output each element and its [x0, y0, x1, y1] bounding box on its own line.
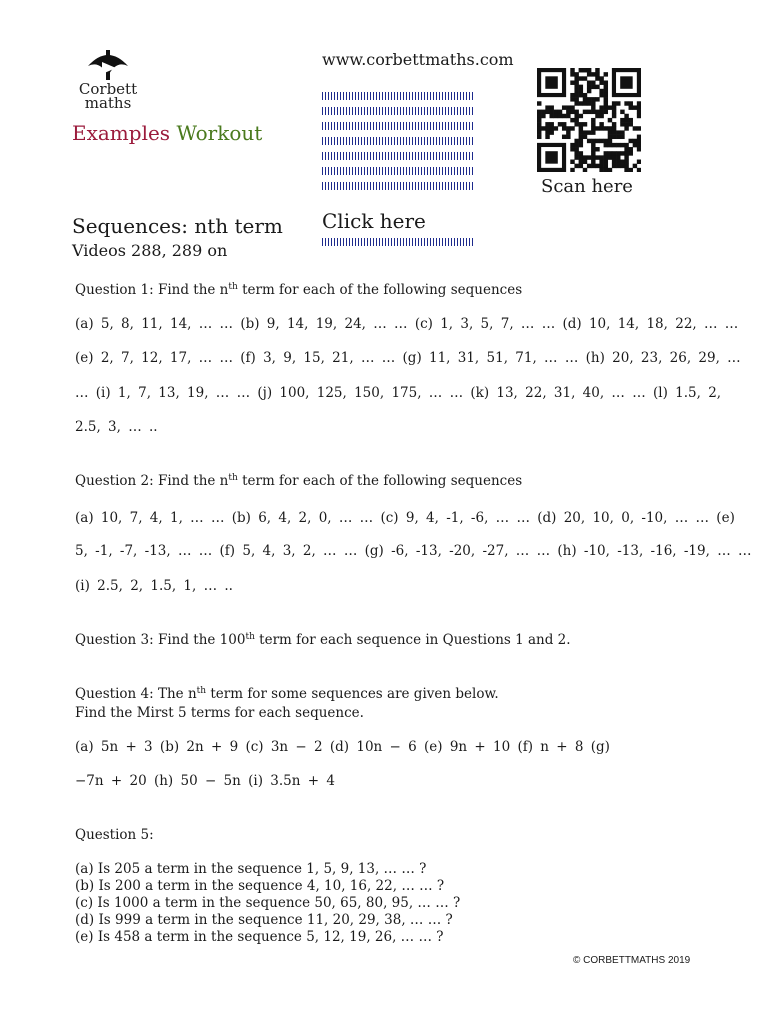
question-1-heading: Question 1: Find the $n^{th}$ term for each of the following sequences — [75, 282, 523, 298]
qr-code[interactable] — [537, 68, 641, 172]
worksheet-type-title — [72, 121, 262, 145]
scan-here-label: Scan here — [541, 176, 633, 197]
qr-code-icon — [537, 68, 641, 172]
question-1-line: (e) 2, 7, 12, 17, … … (f) 3, 9, 15, 21, … … (g) 11, 31, 51, 71, … … (h) 20, 23, 26, 29, … — [75, 350, 741, 366]
barcode-line — [322, 152, 474, 160]
question-5-item: (c) Is 1000 a term in the sequence 50, 65, 80, 95, … … ? — [75, 895, 461, 911]
website-link[interactable]: www.corbettmaths.com — [322, 50, 514, 69]
question-1-line: 2.5, 3, … .. — [75, 419, 158, 435]
title-examples: Examples — [72, 121, 171, 145]
question-4-heading: Question 4: The $n^{th}$ term for some sequences are given below. — [75, 686, 499, 702]
copyright-footer: © CORBETTMATHS 2019 — [573, 955, 691, 966]
barcode-line — [322, 107, 474, 115]
click-here-barcode[interactable] — [322, 238, 474, 246]
logo-text-line1: Corbett — [78, 80, 138, 98]
question-4-line: −7n + 20 (h) 50 − 5n (i) 3.5n + 4 — [75, 773, 335, 789]
click-here-link[interactable]: Click here — [322, 209, 426, 233]
question-5-item: (b) Is 200 a term in the sequence 4, 10, 16, 22, … … ? — [75, 878, 445, 894]
title-workout: Workout — [176, 121, 263, 145]
question-2-line: (a) 10, 7, 4, 1, … … (b) 6, 4, 2, 0, … … (c) 9, 4, -1, -6, … … (d) 20, 10, 0, -10, … … (e) — [75, 510, 735, 526]
barcode-line — [322, 182, 474, 190]
question-1-line: (a) 5, 8, 11, 14, … … (b) 9, 14, 19, 24, … … (c) 1, 3, 5, 7, … … (d) 10, 14, 18, 22, … … — [75, 316, 739, 332]
question-3-heading: Question 3: Find the 100th term for each sequence in Questions 1 and 2. — [75, 632, 571, 648]
question-5-item: (a) Is 205 a term in the sequence 1, 5, 9, 13, … … ? — [75, 861, 427, 877]
barcode-line — [322, 92, 474, 100]
barcode-line — [322, 167, 474, 175]
question-5-item: (d) Is 999 a term in the sequence 11, 20, 29, 38, … … ? — [75, 912, 453, 928]
videos-reference: Videos 288, 289 on — [72, 241, 228, 260]
logo-tree-icon — [86, 48, 130, 82]
question-5-heading: Question 5: — [75, 827, 154, 843]
corbettmaths-logo — [76, 48, 140, 114]
question-2-line: (i) 2.5, 2, 1.5, 1, … .. — [75, 578, 233, 594]
question-1-line: … (i) 1, 7, 13, 19, … … (j) 100, 125, 150, 175, … … (k) 13, 22, 31, 40, … … (l) 1.5, 2, — [75, 385, 722, 401]
question-5-item: (e) Is 458 a term in the sequence 5, 12, 19, 26, … … ? — [75, 929, 444, 945]
logo-text-line2: maths — [84, 94, 132, 112]
topic-title: Sequences: nth term — [72, 214, 283, 238]
question-4-line: (a) 5n + 3 (b) 2n + 9 (c) 3n − 2 (d) 10n − 6 (e) 9n + 10 (f) n + 8 (g) — [75, 739, 610, 755]
question-2-heading: Question 2: Find the $n^{th}$ term for each of the following sequences — [75, 473, 523, 489]
question-2-line: 5, -1, -7, -13, … … (f) 5, 4, 3, 2, … … (g) -6, -13, -20, -27, … … (h) -10, -13, -16, -19, … … — [75, 543, 752, 559]
question-4-instruction: Find the Mirst 5 terms for each sequence. — [75, 705, 364, 721]
barcode-line — [322, 122, 474, 130]
barcode-line — [322, 137, 474, 145]
